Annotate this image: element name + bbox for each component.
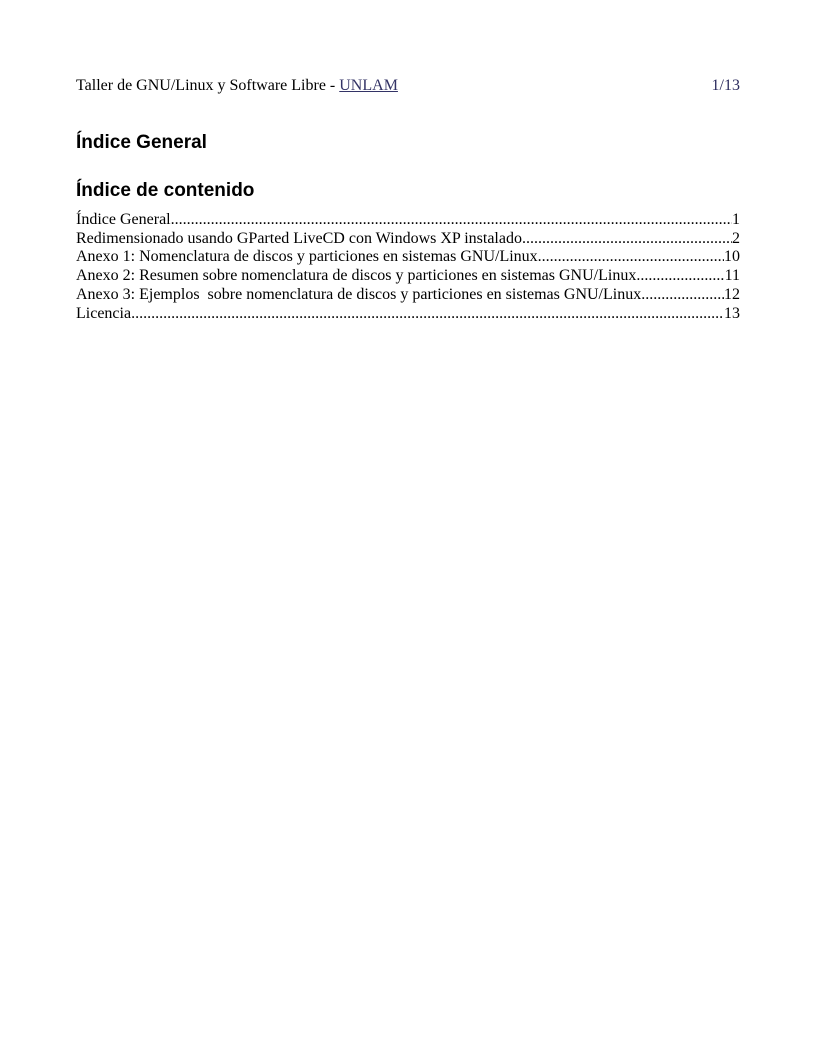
toc-entry-page: 10 [724, 248, 740, 266]
dot-leader [636, 267, 724, 286]
dot-leader [131, 305, 724, 324]
toc-entry-label: Anexo 1: Nomenclatura de discos y particiones en sistemas GNU/Linux [76, 248, 538, 266]
toc-entry-redimensionado[interactable] [76, 230, 740, 249]
dot-leader [641, 286, 724, 305]
dot-leader [538, 248, 724, 267]
header-title [76, 77, 398, 94]
toc-entry-anexo-2[interactable] [76, 267, 740, 286]
page-number-indicator: 1/13 [711, 77, 740, 94]
toc-entry-label: Redimensionado usando GParted LiveCD con Windows XP instalado [76, 229, 522, 247]
toc-entry-page: 13 [724, 304, 740, 322]
toc-entry-label: Índice General [76, 211, 171, 228]
header-title-text: Taller de GNU/Linux y Software Libre - [76, 77, 340, 94]
toc-entry-page: 12 [724, 285, 740, 303]
unlam-link[interactable]: UNLAM [339, 77, 398, 94]
document-header [76, 77, 740, 94]
toc-entry-label: Anexo 3: Ejemplos sobre nomenclatura de discos y particiones en sistemas GNU/Linux [76, 285, 642, 303]
toc-entry-page: 11 [724, 267, 740, 285]
toc-entry-label: Anexo 2: Resumen sobre nomenclatura de discos y particiones en sistemas GNU/Linux [76, 267, 637, 285]
toc-entry-anexo-1[interactable] [76, 248, 740, 267]
toc-entry-label: Licencia [76, 304, 132, 322]
dot-leader [171, 211, 732, 230]
toc-entry-page: 2 [732, 229, 740, 247]
dot-leader [522, 230, 732, 249]
toc-entry-anexo-3[interactable] [76, 286, 740, 305]
toc-entry-indice-general[interactable] [76, 211, 740, 230]
toc-entry-licencia[interactable] [76, 305, 740, 324]
table-of-contents [76, 211, 740, 323]
page-content [0, 0, 816, 323]
page-title: Índice General [76, 132, 207, 153]
toc-entry-page: 1 [732, 211, 740, 228]
toc-heading: Índice de contenido [76, 180, 255, 201]
